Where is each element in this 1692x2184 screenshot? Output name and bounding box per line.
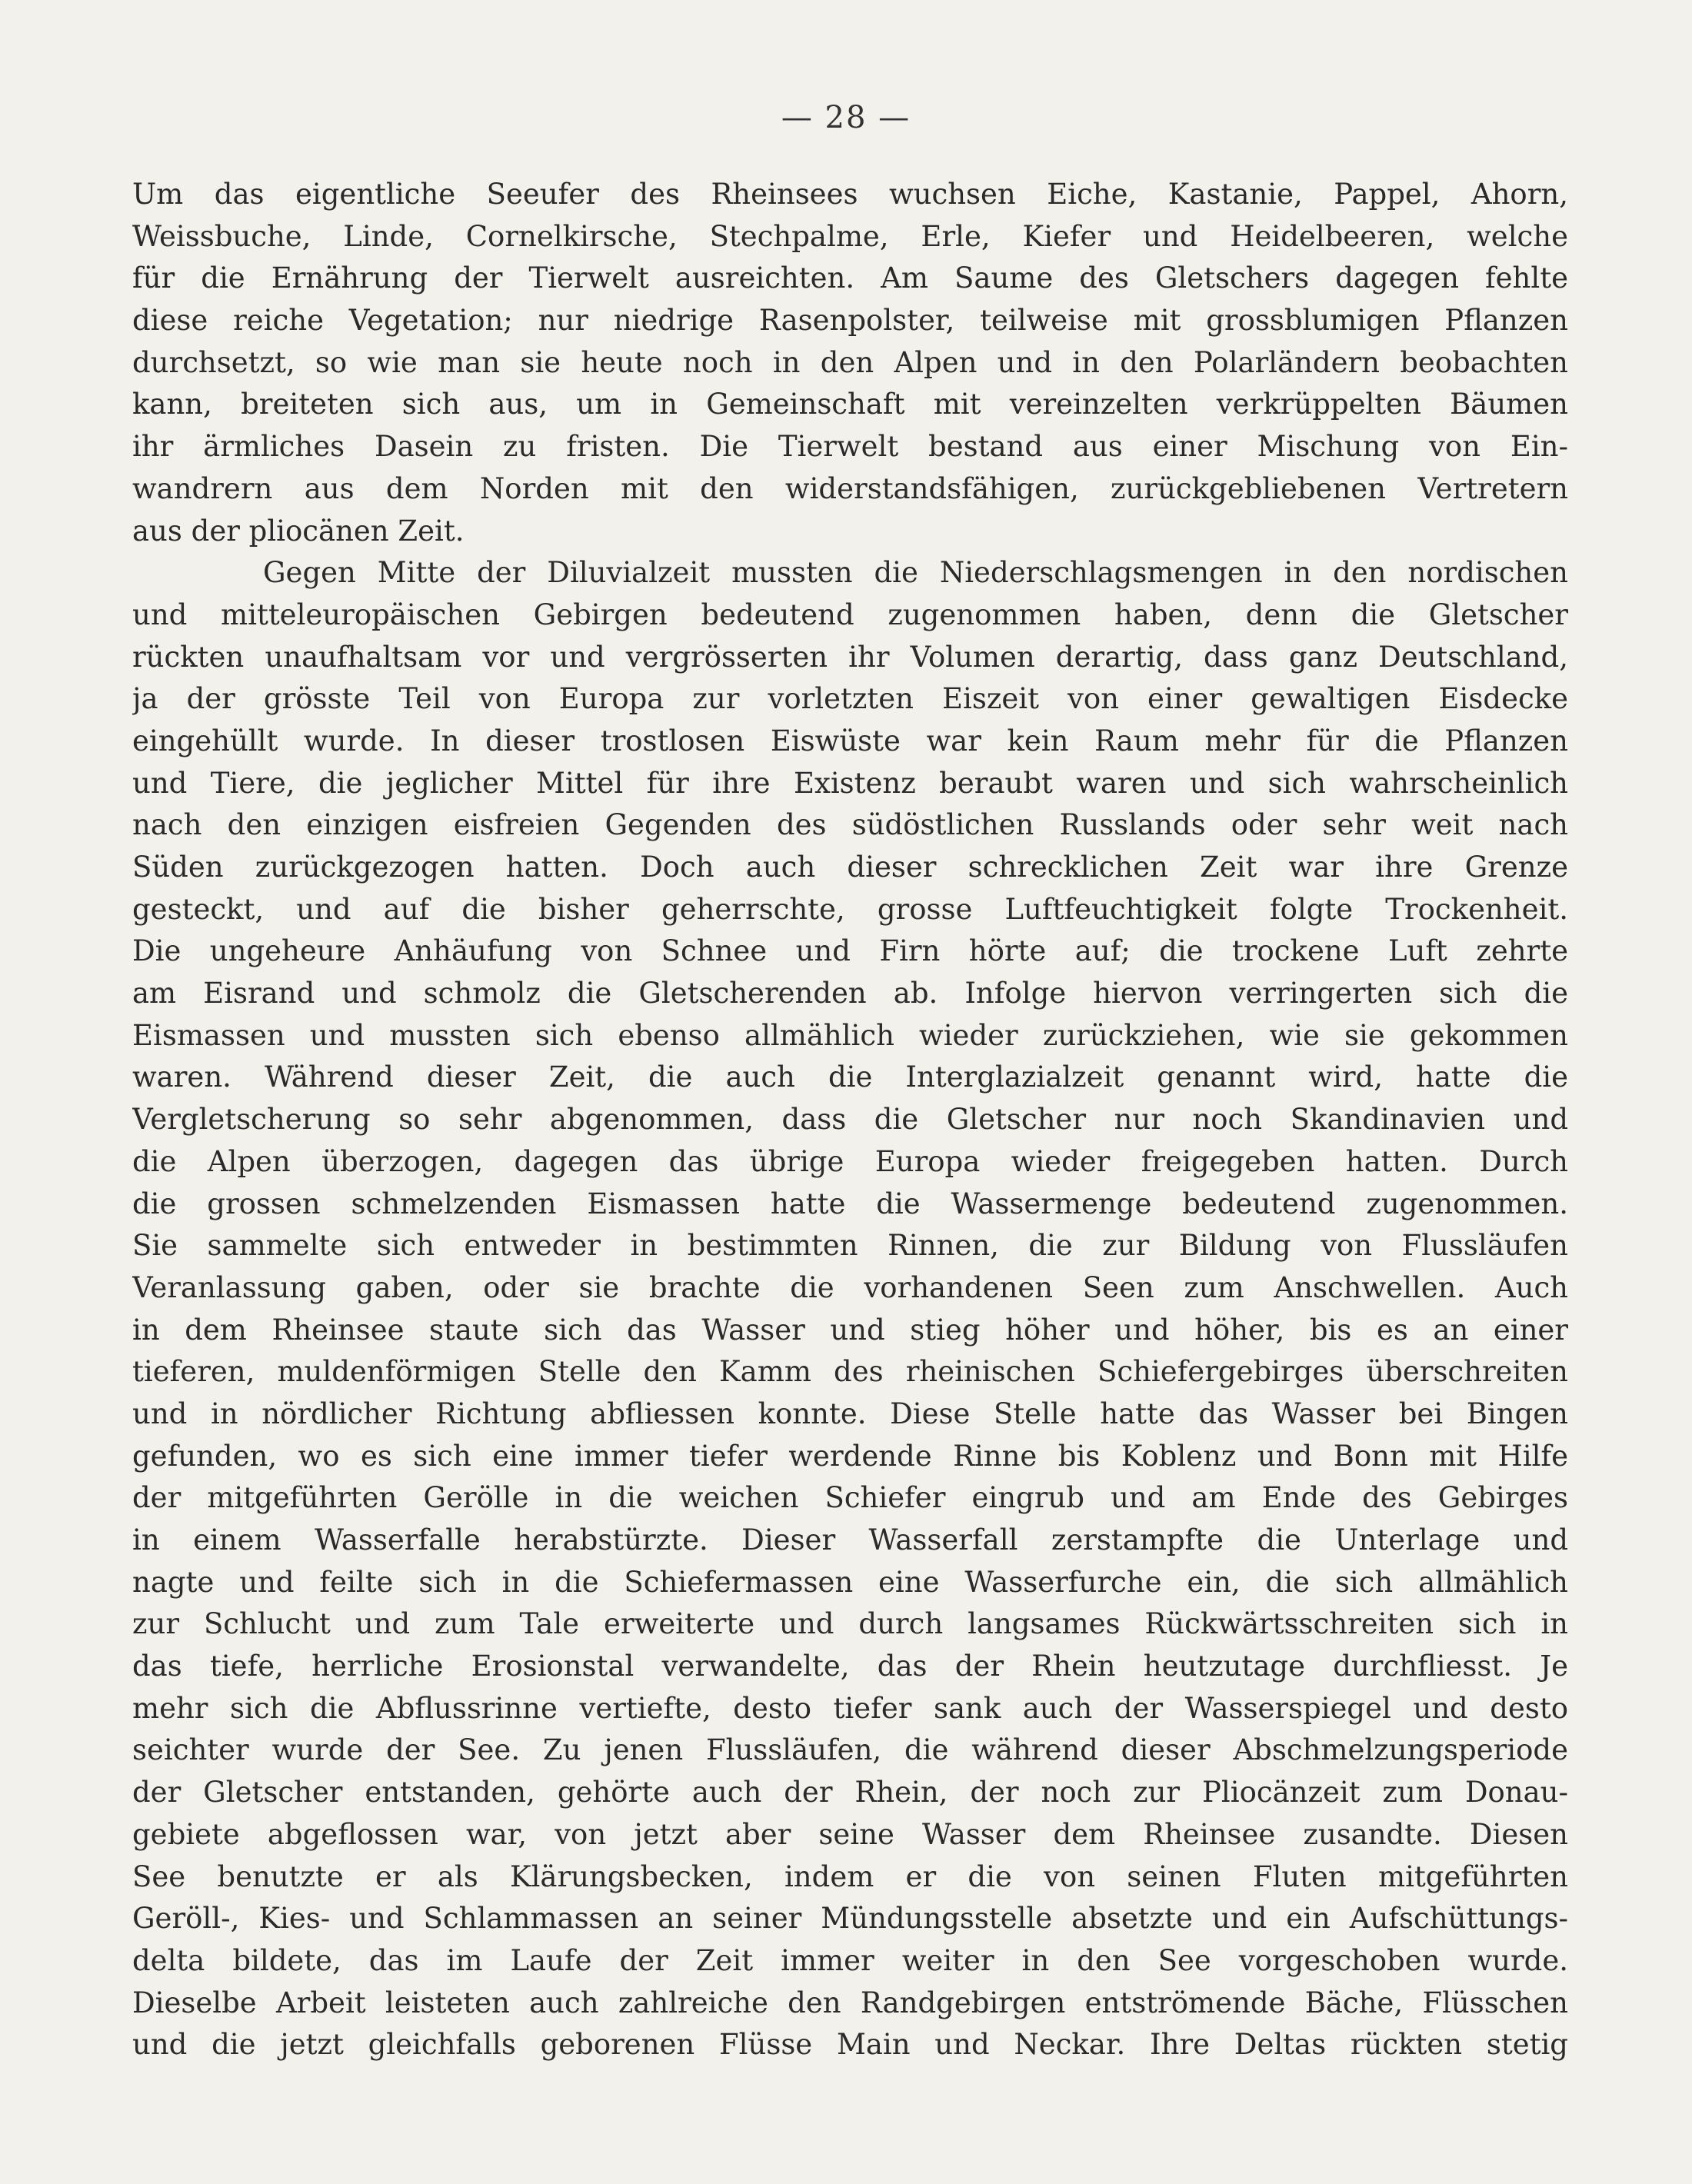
text-line: und mitteleuropäischen Gebirgen bedeutend zugenommen haben, denn die Gletscher	[132, 598, 1568, 631]
text-line: und Tiere, die jeglicher Mittel für ihre Existenz beraubt waren und sich wahrscheinlich	[132, 766, 1568, 800]
text-line: für die Ernährung der Tierwelt ausreichten. Am Saume des Gletschers dagegen fehlte	[132, 261, 1568, 295]
text-line: Weissbuche, Linde, Cornelkirsche, Stechpalme, Erle, Kiefer und Heidelbeeren, welche	[132, 219, 1568, 253]
paragraph-1	[132, 174, 1568, 552]
text-line: kann, breiteten sich aus, um in Gemeinschaft mit vereinzelten verkrüppelten Bäumen	[132, 388, 1568, 421]
text-line: eingehüllt wurde. In dieser trostlosen Eiswüste war kein Raum mehr für die Pflanzen	[132, 724, 1568, 757]
text-line: Vergletscherung so sehr abgenommen, dass die Gletscher nur noch Skandinavien und	[132, 1103, 1568, 1137]
text-line: waren. Während dieser Zeit, die auch die Interglazialzeit genannt wird, hatte die	[132, 1060, 1568, 1094]
text-line: in dem Rheinsee staute sich das Wasser und stieg höher und höher, bis es an einer	[132, 1313, 1568, 1347]
text-line: die grossen schmelzenden Eismassen hatte die Wassermenge bedeutend zugenommen.	[132, 1187, 1568, 1220]
text-line: der Gletscher entstanden, gehörte auch der Rhein, der noch zur Pliocänzeit zum Donau-	[132, 1776, 1568, 1809]
text-line: Um das eigentliche Seeufer des Rheinsees wuchsen Eiche, Kastanie, Pappel, Ahorn,	[132, 178, 1568, 211]
text-line: Gegen Mitte der Diluvialzeit mussten die Niederschlagsmengen in den nordischen	[263, 556, 1568, 590]
text-line: Veranlassung gaben, oder sie brachte die vorhandenen Seen zum Anschwellen. Auch	[132, 1270, 1568, 1304]
text-line: wandrern aus dem Norden mit den widerstandsfähigen, zurückgebliebenen Vertretern	[132, 471, 1568, 505]
body-text	[132, 174, 1568, 2066]
text-line: rückten unaufhaltsam vor und vergrösserten ihr Volumen derartig, dass ganz Deutschland,	[132, 640, 1568, 674]
paragraph-2	[132, 552, 1568, 2066]
text-line: Dieselbe Arbeit leisteten auch zahlreiche den Randgebirgen entströmende Bäche, Flüsschen	[132, 1986, 1568, 2019]
text-line: seichter wurde der See. Zu jenen Flussläufen, die während dieser Abschmelzungsperiode	[132, 1733, 1568, 1767]
text-line: gebiete abgeflossen war, von jetzt aber seine Wasser dem Rheinsee zusandte. Diesen	[132, 1817, 1568, 1851]
text-line: nagte und feilte sich in die Schiefermassen eine Wasserfurche ein, die sich allmählich	[132, 1565, 1568, 1599]
text-line: das tiefe, herrliche Erosionstal verwandelte, das der Rhein heutzutage durchfliesst. Je	[132, 1650, 1568, 1683]
text-line: gesteckt, und auf die bisher geherrschte, grosse Luftfeuchtigkeit folgte Trockenheit.	[132, 892, 1568, 926]
text-line: ja der grösste Teil von Europa zur vorletzten Eiszeit von einer gewaltigen Eisdecke	[132, 682, 1568, 716]
text-line: Sie sammelte sich entweder in bestimmten Rinnen, die zur Bildung von Flussläufen	[132, 1229, 1568, 1263]
text-line: der mitgeführten Gerölle in die weichen Schiefer eingrub und am Ende des Gebirges	[132, 1481, 1568, 1515]
text-line: diese reiche Vegetation; nur niedrige Rasenpolster, teilweise mit grossblumigen Pflanzen	[132, 304, 1568, 338]
page-number: — 28 —	[781, 100, 911, 135]
text-line: zur Schlucht und zum Tale erweiterte und durch langsames Rückwärtsschreiten sich in	[132, 1607, 1568, 1641]
text-line: und in nördlicher Richtung abfliessen konnte. Diese Stelle hatte das Wasser bei Bingen	[132, 1397, 1568, 1430]
text-line: Geröll-, Kies- und Schlammassen an seiner Mündungsstelle absetzte und ein Aufschüttungs-	[132, 1902, 1568, 1936]
text-line: delta bildete, das im Laufe der Zeit immer weiter in den See vorgeschoben wurde.	[132, 1943, 1568, 1977]
text-line: tieferen, muldenförmigen Stelle den Kamm des rheinischen Schiefergebirges überschreiten	[132, 1355, 1568, 1389]
text-line: mehr sich die Abflussrinne vertiefte, desto tiefer sank auch der Wasserspiegel und desto	[132, 1691, 1568, 1725]
text-line: See benutzte er als Klärungsbecken, indem er die von seinen Fluten mitgeführten	[132, 1859, 1568, 1893]
text-line: ihr ärmliches Dasein zu fristen. Die Tierwelt bestand aus einer Mischung von Ein-	[132, 430, 1568, 464]
text-line: in einem Wasserfalle herabstürzte. Dieser Wasserfall zerstampfte die Unterlage und	[132, 1523, 1568, 1556]
text-line: Die ungeheure Anhäufung von Schnee und Firn hörte auf; die trockene Luft zehrte	[132, 934, 1568, 968]
text-line: durchsetzt, so wie man sie heute noch in den Alpen und in den Polarländern beobachten	[132, 345, 1568, 379]
text-line: Süden zurückgezogen hatten. Doch auch dieser schrecklichen Zeit war ihre Grenze	[132, 851, 1568, 884]
text-line: aus der pliocänen Zeit.	[132, 514, 465, 548]
text-line: und die jetzt gleichfalls geborenen Flüsse Main und Neckar. Ihre Deltas rückten stetig	[132, 2028, 1568, 2062]
text-line: am Eisrand und schmolz die Gletscherenden ab. Infolge hiervon verringerten sich die	[132, 977, 1568, 1010]
text-line: gefunden, wo es sich eine immer tiefer werdende Rinne bis Koblenz und Bonn mit Hilfe	[132, 1439, 1568, 1473]
text-line: nach den einzigen eisfreien Gegenden des südöstlichen Russlands oder sehr weit nach	[132, 808, 1568, 842]
text-line: Eismassen und mussten sich ebenso allmählich wieder zurückziehen, wie sie gekommen	[132, 1018, 1568, 1052]
text-line: die Alpen überzogen, dagegen das übrige Europa wieder freigegeben hatten. Durch	[132, 1144, 1568, 1178]
